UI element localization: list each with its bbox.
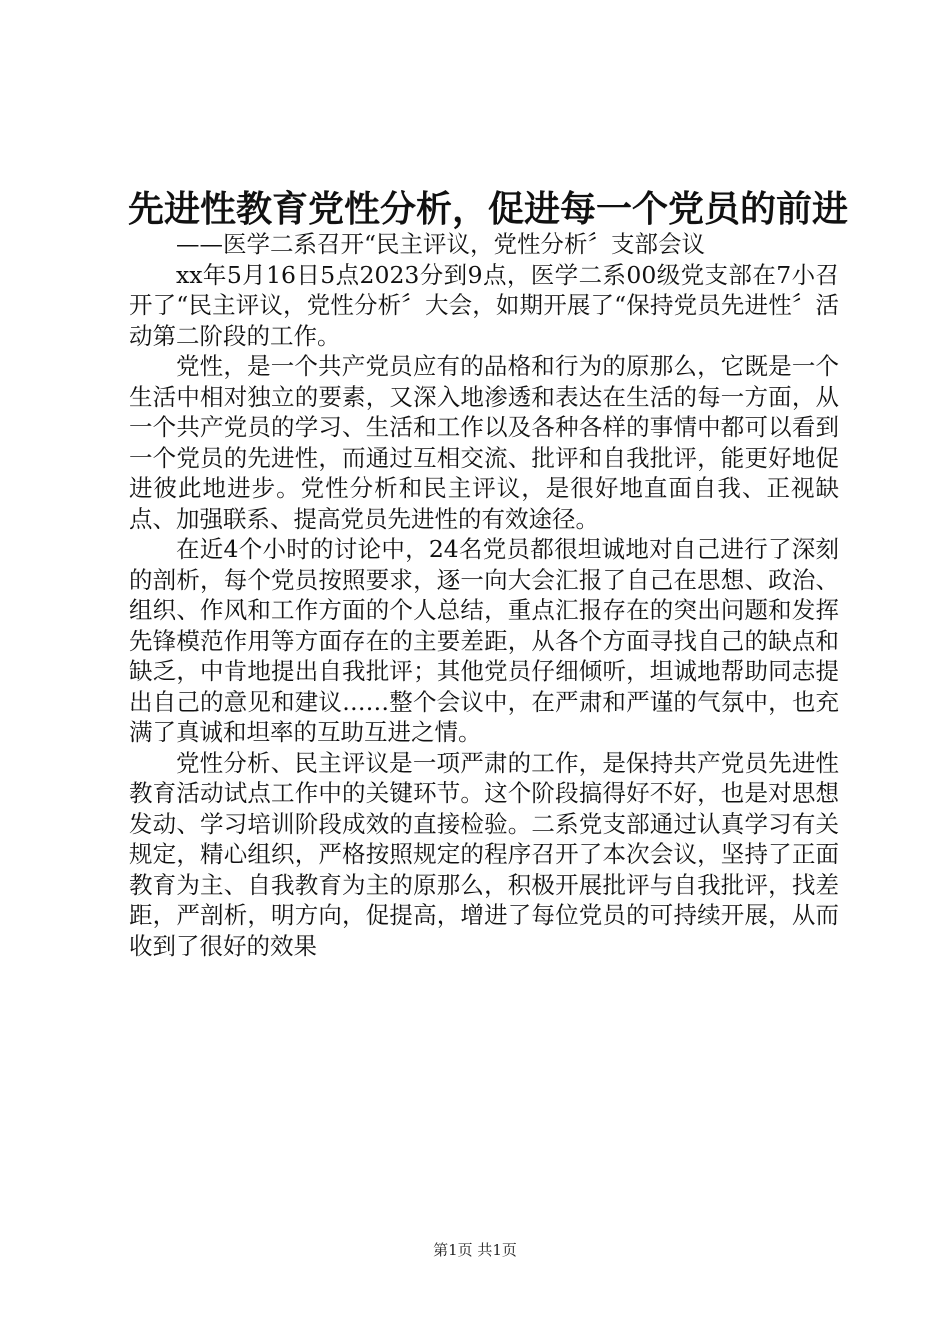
document-subtitle: ——医学二系召开“民主评议，党性分析〞支部会议	[176, 230, 706, 258]
document-title: 先进性教育党性分析，促进每一个党员的前进	[128, 188, 849, 230]
paragraph-2: 党性，是一个共产党员应有的品格和行为的原那么，它既是一个生活中相对独立的要素，又深入地渗透和表达在生活的每一方面，从一个共产党员的学习、生活和工作以及各种各样的事情中都可以看到一个党员的先进性，而通过互相交流、批评和自我批评，能更好地促进彼此地进步。党性分析和民主评议，是很好地直面自我、正视缺点、加强联系、提高党员先进性的有效途径。	[129, 352, 839, 533]
paragraph-1: xx年5月16日5点2023分到9点，医学二系00级党支部在7小召开了“民主评议，党性分析〞大会，如期开展了“保持党员先进性〞活动第二阶段的工作。	[129, 260, 839, 350]
document-body	[129, 229, 839, 961]
paragraph-3: 在近4个小时的讨论中，24名党员都很坦诚地对自己进行了深刻的剖析，每个党员按照要求，逐一向大会汇报了自己在思想、政治、组织、作风和工作方面的个人总结，重点汇报存在的突出问题和发挥先锋模范作用等方面存在的主要差距，从各个方面寻找自己的缺点和缺乏，中肯地提出自我批评；其他党员仔细倾听，坦诚地帮助同志提出自己的意见和建议……整个会议中，在严肃和严谨的气氛中，也充满了真诚和坦率的互助互进之情。	[129, 535, 839, 746]
page-number-footer: 第1页 共1页	[433, 1241, 517, 1259]
paragraph-4: 党性分析、民主评议是一项严肃的工作，是保持共产党员先进性教育活动试点工作中的关键环节。这个阶段搞得好不好，也是对思想发动、学习培训阶段成效的直接检验。二系党支部通过认真学习有关规定，精心组织，严格按照规定的程序召开了本次会议，坚持了正面教育为主、自我教育为主的原那么，积极开展批评与自我批评，找差距，严剖析，明方向，促提高，增进了每位党员的可持续开展，从而收到了很好的效果	[129, 748, 839, 960]
